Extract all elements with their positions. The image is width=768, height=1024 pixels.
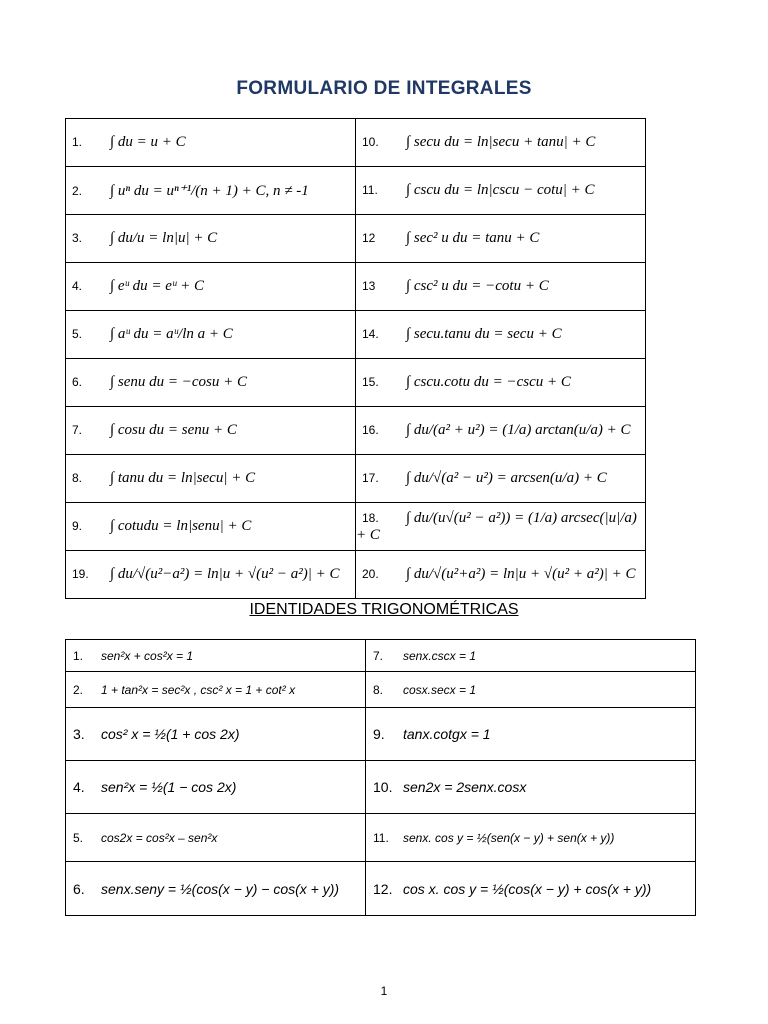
formula-number: 9. — [72, 519, 83, 533]
formula-number: 13 — [362, 279, 376, 293]
formula-number: 4. — [72, 279, 83, 293]
formula: ∫ du/√(u²+a²) = ln|u + √(u² + a²)| + C — [406, 566, 636, 582]
formula: ∫ du/√(a² − u²) = arcsen(u/a) + C — [406, 470, 607, 486]
formula-number: 1. — [72, 135, 83, 149]
identities-cell — [66, 814, 366, 862]
integrals-cell — [66, 503, 356, 551]
formula: ∫ du/(a² + u²) = (1/a) arctan(u/a) + C — [406, 422, 631, 438]
integrals-cell — [356, 119, 646, 167]
formula-number: 5. — [72, 327, 83, 341]
integrals-cell — [66, 263, 356, 311]
section-title: IDENTIDADES TRIGONOMÉTRICAS — [249, 601, 519, 618]
integrals-row — [66, 551, 646, 599]
formula-number: 6. — [72, 375, 83, 389]
formula-number: 1. — [73, 648, 84, 663]
formula-number: 7. — [373, 648, 384, 663]
formula: ∫ du/√(u²−a²) = ln|u + √(u² − a²)| + C — [110, 566, 340, 582]
formula: cos2x = cos²x – sen²x — [101, 830, 218, 845]
formula-number: 20. — [362, 567, 379, 581]
formula-number: 4. — [73, 779, 85, 795]
formula-number: 7. — [72, 423, 83, 437]
formula: cos x. cos y = ½(cos(x − y) + cos(x + y)) — [403, 880, 652, 897]
integrals-cell — [356, 551, 646, 599]
integrals-cell — [66, 311, 356, 359]
integrals-cell — [66, 359, 356, 407]
formula: ∫ cosu du = senu + C — [110, 422, 237, 438]
integrals-cell — [356, 407, 646, 455]
identities-cell — [66, 708, 366, 761]
identities-cell — [366, 672, 696, 708]
formula-number: 15. — [362, 375, 379, 389]
formula: ∫ cscu du = ln|cscu − cotu| + C — [406, 182, 595, 198]
identities-row — [66, 640, 696, 672]
formula: ∫ uⁿ du = uⁿ⁺¹/(n + 1) + C, n ≠ -1 — [110, 183, 309, 199]
formula-number: 9. — [373, 726, 385, 742]
integrals-cell — [356, 311, 646, 359]
formula-number: 11. — [373, 830, 389, 845]
formula-number: 8. — [373, 682, 384, 697]
integrals-cell — [66, 551, 356, 599]
formula-number: 11. — [362, 183, 378, 197]
formula: ∫ csc² u du = −cotu + C — [406, 278, 549, 294]
identities-row — [66, 672, 696, 708]
integrals-cell — [356, 503, 646, 551]
formula: ∫ sec² u du = tanu + C — [406, 230, 540, 246]
formula-number: 5. — [73, 830, 84, 845]
formula-number: 19. — [72, 567, 89, 581]
integrals-row — [66, 167, 646, 215]
formula: ∫ du/u = ln|u| + C — [110, 230, 218, 246]
integrals-cell — [356, 263, 646, 311]
formula: ∫ secu du = ln|secu + tanu| + C — [406, 134, 596, 150]
formula-number: 3. — [72, 231, 83, 245]
integrals-row — [66, 119, 646, 167]
formula-number: 12. — [373, 880, 393, 897]
formula: ∫ aᵘ du = aᵘ/ln a + C — [110, 326, 233, 342]
identities-cell — [366, 640, 696, 672]
formula-number: 3. — [73, 726, 85, 742]
formula: senx.seny = ½(cos(x − y) − cos(x + y)) — [101, 880, 340, 897]
formula-number: 10. — [373, 779, 393, 795]
identities-row — [66, 761, 696, 814]
formula: ∫ tanu du = ln|secu| + C — [110, 470, 256, 486]
identities-cell — [66, 640, 366, 672]
formula: ∫ senu du = −cosu + C — [110, 374, 247, 390]
integrals-cell — [356, 455, 646, 503]
formula: ∫ secu.tanu du = secu + C — [406, 326, 562, 342]
identities-row — [66, 814, 696, 862]
formula-number: 14. — [362, 327, 379, 341]
formula-number: 2. — [72, 184, 83, 198]
identities-row — [66, 862, 696, 916]
integrals-table — [65, 118, 646, 599]
integrals-row — [66, 455, 646, 503]
integrals-row — [66, 263, 646, 311]
formula: senx. cos y = ½(sen(x − y) + sen(x + y)) — [403, 830, 615, 845]
page-title: FORMULARIO DE INTEGRALES — [236, 78, 532, 99]
identities-cell — [66, 761, 366, 814]
formula: 1 + tan²x = sec²x , csc² x = 1 + cot² x — [101, 682, 296, 697]
formula-number: 16. — [362, 423, 379, 437]
formula: ∫ cscu.cotu du = −cscu + C — [406, 374, 571, 390]
integrals-cell — [356, 215, 646, 263]
integrals-cell — [356, 359, 646, 407]
formula: ∫ eᵘ du = eᵘ + C — [110, 278, 204, 294]
integrals-row — [66, 215, 646, 263]
identities-cell — [366, 862, 696, 916]
integrals-row — [66, 407, 646, 455]
integrals-cell — [66, 167, 356, 215]
identities-cell — [366, 761, 696, 814]
integrals-cell — [66, 215, 356, 263]
integrals-row — [66, 311, 646, 359]
formula: ∫ du/(u√(u² − a²)) = (1/a) arcsec(|u|/a) + C — [356, 509, 637, 543]
formula: ∫ du = u + C — [110, 134, 186, 150]
formula: sen²x = ½(1 − cos 2x) — [101, 779, 237, 795]
formula-number: 17. — [362, 471, 379, 485]
integrals-row — [66, 359, 646, 407]
identities-cell — [366, 814, 696, 862]
formula: senx.cscx = 1 — [403, 648, 477, 663]
formula-number: 18. — [362, 510, 379, 525]
integrals-cell — [66, 455, 356, 503]
identities-row — [66, 708, 696, 761]
formula-number: 6. — [73, 880, 85, 897]
formula-number: 12 — [362, 231, 376, 245]
identities-cell — [66, 672, 366, 708]
integrals-row — [66, 503, 646, 551]
page-number: 1 — [380, 984, 388, 998]
integrals-cell — [66, 407, 356, 455]
formula-number: 8. — [72, 471, 83, 485]
formula-number: 10. — [362, 135, 379, 149]
formula-number: 2. — [73, 682, 84, 697]
identities-table — [65, 639, 696, 916]
formula: sen2x = 2senx.cosx — [403, 779, 527, 795]
identities-cell — [66, 862, 366, 916]
integrals-cell — [356, 167, 646, 215]
formula: cosx.secx = 1 — [403, 682, 477, 697]
integrals-cell — [66, 119, 356, 167]
formula: sen²x + cos²x = 1 — [101, 648, 194, 663]
formula: cos² x = ½(1 + cos 2x) — [101, 726, 240, 742]
formula: tanx.cotgx = 1 — [403, 726, 491, 742]
identities-cell — [366, 708, 696, 761]
formula: ∫ cotudu = ln|senu| + C — [110, 518, 252, 534]
